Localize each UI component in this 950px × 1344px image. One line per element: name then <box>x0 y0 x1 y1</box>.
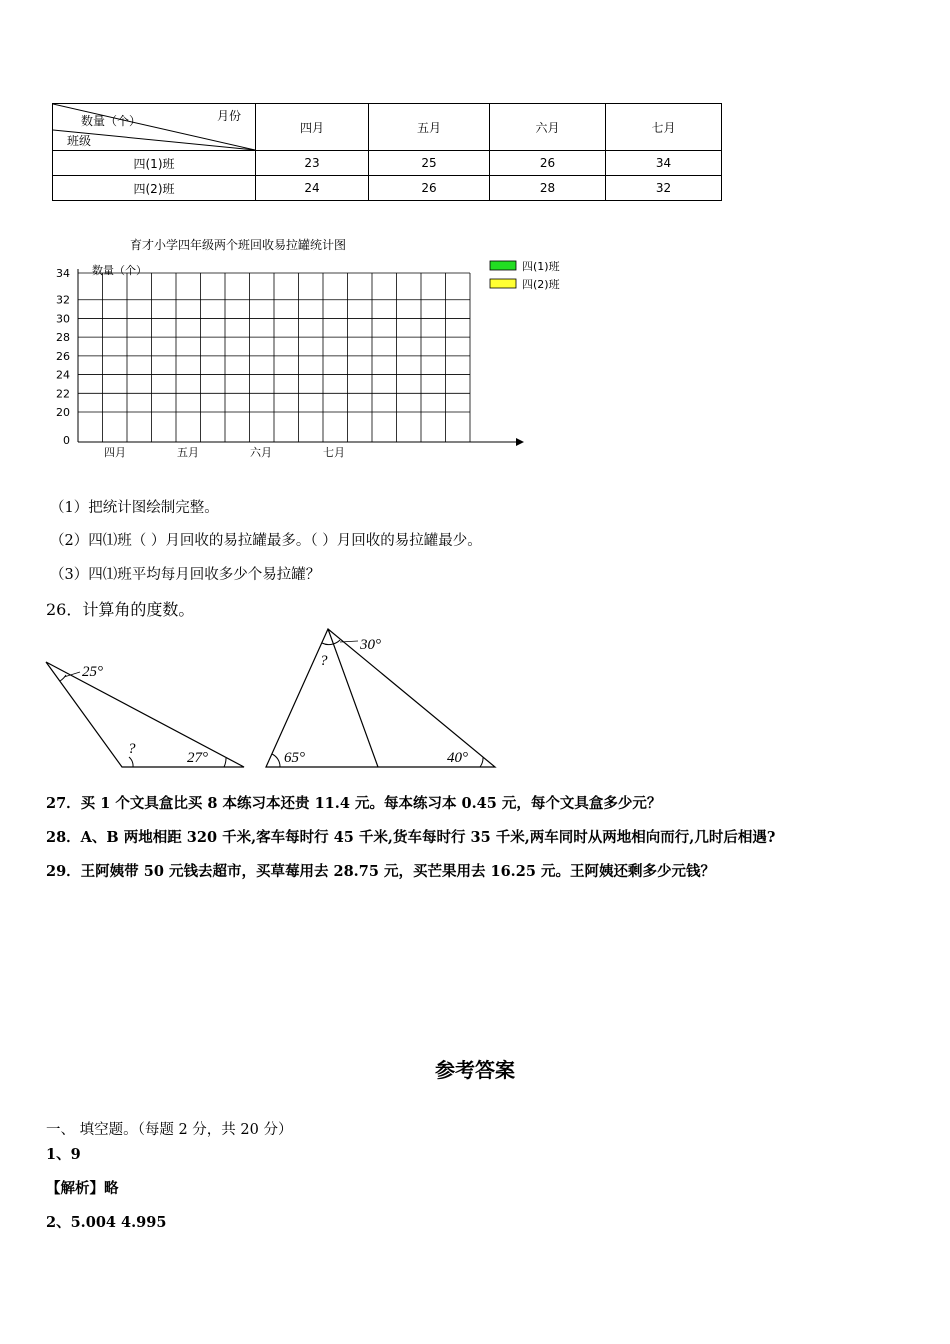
angle-arc-27 <box>224 758 226 767</box>
question-29: 29．王阿姨带 50 元钱去超市，买草莓用去 28.75 元，买芒果用去 16.25 元。王阿姨还剩多少元钱？ <box>46 863 715 880</box>
table-cell: 28 <box>490 176 606 201</box>
y-tick-label: 32 <box>56 293 70 307</box>
legend-swatch-class2 <box>490 279 516 288</box>
table-cell: 23 <box>256 151 369 176</box>
angle-label-27: 27° <box>187 750 208 766</box>
y-tick-label: 30 <box>56 312 70 326</box>
answers-title: 参考答案 <box>435 1058 515 1082</box>
y-tick-label: 22 <box>56 387 70 401</box>
chart-svg <box>40 255 600 465</box>
row-label: 四(1)班 <box>53 151 256 176</box>
chart-title: 育才小学四年级两个班回收易拉罐统计图 <box>130 238 347 252</box>
y-tick-label: 28 <box>56 331 70 345</box>
question-28: 28．A、B 两地相距 320 千米,客车每时行 45 千米,货车每时行 35 千米,两车同时从两地相向而行,几时后相遇? <box>46 829 776 846</box>
y-tick-labels <box>56 267 70 447</box>
row-label: 四(2)班 <box>53 176 256 201</box>
x-tick-label: 五月 <box>177 446 199 459</box>
angle-label-40: 40° <box>447 750 468 766</box>
legend-label-class2: 四(2)班 <box>522 278 560 291</box>
table-cell: 24 <box>256 176 369 201</box>
table-cell: 25 <box>369 151 490 176</box>
answer-2: 2、5.004 4.995 <box>46 1214 167 1231</box>
answer-1: 1、9 <box>46 1146 81 1163</box>
angle-label-65: 65° <box>284 750 305 766</box>
legend-swatch-class1 <box>490 261 516 270</box>
month-header: 六月 <box>490 104 606 151</box>
angle-label-30: 30° <box>360 637 381 653</box>
table-row <box>53 151 722 176</box>
legend-label-class1: 四(1)班 <box>522 260 560 273</box>
angle-arc-q2 <box>322 643 333 645</box>
y-tick-label: 0 <box>63 434 70 447</box>
triangle-figures <box>40 625 510 775</box>
triangle-1 <box>46 662 244 767</box>
angle-arc-30 <box>333 640 340 644</box>
answers-section-1: 一、 填空题。（每题 2 分，共 20 分） <box>46 1122 293 1138</box>
x-axis-arrow <box>516 438 524 446</box>
data-table <box>52 103 722 201</box>
y-tick-label: 24 <box>56 368 70 382</box>
corner-quantity-label: 数量（个） <box>81 114 142 128</box>
angle-arc-40 <box>480 757 483 767</box>
table-corner-cell <box>53 104 256 151</box>
y-tick-label: 20 <box>56 406 70 420</box>
x-tick-label: 六月 <box>250 446 272 459</box>
question-25-1: （1）把统计图绘制完整。 <box>50 500 219 516</box>
corner-month-label: 月份 <box>216 109 241 123</box>
answer-1-explanation: 【解析】略 <box>46 1180 119 1197</box>
month-header: 五月 <box>369 104 490 151</box>
question-25-3: （3）四⑴班平均每月回收多少个易拉罐？ <box>50 567 321 583</box>
month-header: 七月 <box>606 104 722 151</box>
angle-label-25: 25° <box>82 664 103 680</box>
question-25-2: （2）四⑴班（ ）月回收的易拉罐最多。（ ）月回收的易拉罐最少。 <box>50 533 482 549</box>
y-tick-label: 26 <box>56 349 70 363</box>
table-cell: 26 <box>490 151 606 176</box>
corner-class-label: 班级 <box>67 134 92 148</box>
table-cell: 34 <box>606 151 722 176</box>
chart-grid <box>78 273 470 442</box>
table-cell: 26 <box>369 176 490 201</box>
table-row <box>53 176 722 201</box>
angle-label-q2: ? <box>320 653 328 669</box>
angle-arc-q1 <box>129 757 133 767</box>
x-tick-label: 七月 <box>323 446 345 459</box>
y-axis-label: 数量（个） <box>92 264 147 277</box>
angle-arc-25 <box>60 675 66 681</box>
x-tick-label: 四月 <box>104 446 126 459</box>
x-tick-labels <box>104 445 345 459</box>
month-header: 四月 <box>256 104 369 151</box>
angle-arc-65 <box>272 754 280 767</box>
table-cell: 32 <box>606 176 722 201</box>
angle-label-q1: ? <box>128 741 136 757</box>
y-tick-label: 34 <box>56 267 70 280</box>
question-27: 27．买 1 个文具盒比买 8 本练习本还贵 11.4 元。每本练习本 0.45 元，每个文具盒多少元？ <box>46 795 662 812</box>
question-26: 26．计算角的度数。 <box>46 600 195 619</box>
